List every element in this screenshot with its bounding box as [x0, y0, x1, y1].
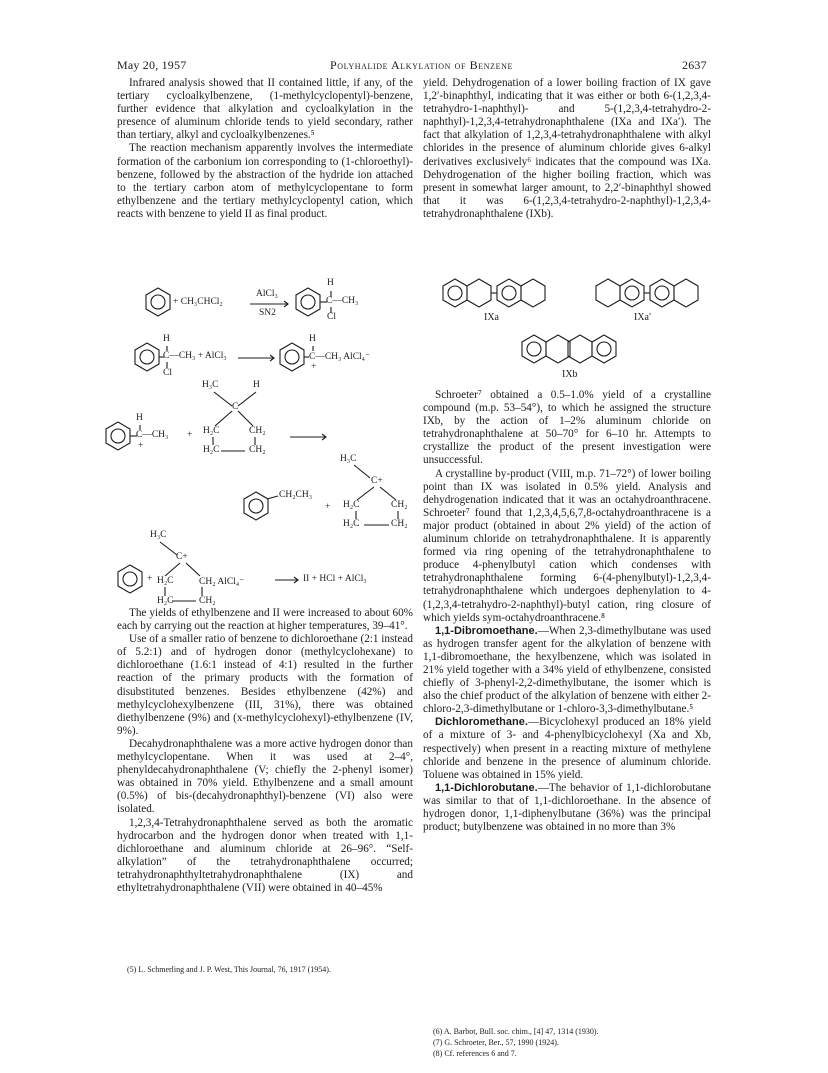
paragraph-text: —The behavior of 1,1-dichlorobutane was similar to that of 1,1-dichloroethane. In the absence of hydrogen donor, 1,1-diphenylbutane (36%) was the principal product; butylbenzene was obtained in no more than 3%: [423, 781, 711, 834]
running-header-title: Polyhalide Alkylation of Benzene: [330, 58, 513, 72]
scheme-text: C—CH₃: [326, 296, 359, 306]
structure-label-ixa-prime: IXa′: [634, 312, 652, 323]
scheme-text: H₃C: [202, 380, 219, 390]
scheme-text: H: [253, 380, 260, 390]
footnote: (7) G. Schroeter, Ber., 57, 1990 (1924).: [433, 1038, 559, 1047]
scheme-text: H: [309, 334, 316, 344]
scheme-text: CH₂: [249, 426, 266, 436]
paragraph: Use of a smaller ratio of benzene to dichloroethane (2:1 instead of 5.2:1) and of hydrogen donor (methylcyclohexane) to dichloroethane (1.6:1 instead of 4:1) resulted in the further reaction of the primary products with the formation of disubstituted benzenes. Besides ethylbenzene (42%) and methylcyclohexylbenzene (III, 31%), there was obtained diethylbenzene (9%) and (x-methylcyclohexyl)-ethylbenzene (IV, 9%).: [117, 633, 413, 737]
paragraph: yield. Dehydrogenation of a lower boiling fraction of IX gave 1,2′-binaphthyl, indicating that it was either or both 6-(1,2,3,4-tetrahydro-1-naphthyl)- and 5-(1,2,3,4-tetrahydro-2-naphthyl)-1,2,3,4-tetrahydronaphthalene (IXa and IXa′). The fact that alkylation of 1,2,3,4-tetrahydronaphthalene with alkyl chlorides in the presence of aluminum chloride gives 6-alkyl derivatives exclusively⁶ indicates that the compound was IXa. Dehydrogenation of the higher boiling fraction, which was present in somewhat larger amount, to 2,2′-binaphthyl showed that it was 6-(1,2,3,4-tetrahydro-2-naphthyl)-1,2,3,4-tetrahydronaphthalene (IXb).: [423, 77, 711, 220]
scheme-text: C—CH₃: [136, 430, 169, 440]
scheme-text: +: [138, 441, 144, 451]
running-header-date: May 20, 1957: [117, 58, 187, 72]
section-paragraph-dibromoethane: [423, 625, 711, 717]
benzene-ring: [296, 288, 320, 316]
scheme-text: +: [311, 362, 317, 372]
scheme-text: H: [163, 334, 170, 344]
scheme-text: H₂C: [157, 596, 174, 606]
benzene-ring: [146, 288, 170, 316]
paragraph-text: —Bicyclohexyl produced an 18% yield of a mixture of 3- and 4-phenylbicyclohexyl (Xa and Xb, respectively) when present in a reacting mixture of methylene chloride and benzene in the presence of aluminum chloride. Toluene was obtained in 15% yield.: [423, 716, 711, 781]
scheme-text: C—CH₃ AlCl₄⁻: [309, 352, 370, 362]
scheme-text: H₂C: [157, 576, 174, 586]
scheme-text: CH₂: [391, 519, 408, 529]
structure-label-ixa: IXa: [484, 312, 499, 323]
scheme-text: H₃C: [150, 530, 167, 540]
scheme-text: + CH₃CHCl₂: [173, 297, 223, 307]
footnotes-right: [433, 1026, 713, 1059]
paragraph: Schroeter⁷ obtained a 0.5–1.0% yield of a crystalline compound (m.p. 53–54°), to which he assigned the structure IXb, by the action of 1–2% aluminum chloride on tetrahydronaphthalene at 50–70° for 6–10 hr. Attempts to crystallize the product of the present investigation were unsuccessful.: [423, 389, 711, 467]
scheme-text: CH₂: [199, 596, 216, 606]
scheme-text: C—CH₃ + AlCl₃: [163, 351, 227, 361]
right-column-top: [423, 77, 711, 221]
page-number: 2637: [682, 58, 707, 72]
footnote: (5) L. Schmerling and J. P. West, This Journal, 76, 1917 (1954).: [127, 965, 331, 974]
footnote: (6) A. Barbot, Bull. soc. chim., [4] 47, 1314 (1930).: [433, 1027, 599, 1036]
section-paragraph-dichlorobutane: [423, 782, 711, 834]
scheme-text: H: [136, 413, 143, 423]
scheme-text: H₂C: [343, 519, 360, 529]
structure-ixa-prime: [596, 279, 698, 307]
scheme-text: H₂C: [203, 445, 220, 455]
scheme-text: Cl: [163, 368, 172, 378]
run-in-heading: 1,1-Dibromoethane.: [435, 624, 538, 637]
scheme-text: +: [147, 574, 153, 584]
paragraph: A crystalline by-product (VIII, m.p. 71–72°) of lower boiling point than IX was isolated in 0.5% yield. Analysis and dehydrogenation indicated that it was an octahydroanthracene. Schroeter⁷ found that 1,2,3,4,5,6,7,8-octahydroanthracene is a major product (obtained in about 2% yield) of the action of aluminum chloride on tetrahydronaphthalene. It is apparently formed via ring opening of the tetrahydronaphthalene to produce 4-phenylbutyl cation which condenses with tetrahydronaphthalene forming 6-(4-phenylbutyl)-1,2,3,4-tetrahydronaphthalene which undergoes dephenylation to 4-(1,2,3,4-tetrahydro-2-naphthyl)-butyl cation, ring closure of which yields sym-octahydroanthracene.⁸: [423, 467, 711, 624]
scheme-text: +: [187, 430, 193, 440]
paragraph: Decahydronaphthalene was a more active hydrogen donor than methylcyclopentane. When it was used at 2–4°, phenyldecahydronaphthalene (V; chiefly the 2-phenyl isomer) was obtained in 70% yield. Ethylbenzene and a small amount (0.5%) of bis-(decahydronaphthyl)-benzene (VI) also were isolated.: [117, 737, 413, 816]
paragraph-text: —When 2,3-dimethylbutane was used as hydrogen transfer agent for the alkylation of benzene with 1,1-dibromoethane, the hexylbenzene, which was isolated in 21% yield together with a 34% yield of ethylbenzene, consisted chiefly of 3-phenyl-2,2-dimethylbutane, the isomer which is also the chief product of the alkylation of benzene with either 2-chloro-2,3-dimethylbutane or 1-chloro-3,3-dimethylbutane.⁵: [423, 624, 711, 716]
benzene-ring: [106, 422, 130, 450]
section-paragraph-dichloromethane: [423, 716, 711, 781]
scheme-text: C+: [371, 476, 383, 486]
benzene-ring: [118, 565, 142, 593]
structure-label-ixb: IXb: [562, 369, 578, 380]
scheme-text: C: [232, 402, 239, 412]
left-column-bottom: [117, 607, 413, 895]
paragraph: The reaction mechanism apparently involves the intermediate formation of the carbonium ion corresponding to (1-chloroethyl)-benzene, followed by the abstraction of the hydride ion attached to the tertiary carbon atom of methylcyclopentane to form ethylbenzene and the tertiary methylcyclopentyl cation, which reacts with benzene to yield II as final product.: [117, 142, 413, 220]
scheme-text: H₂C: [343, 500, 360, 510]
paragraph: Infrared analysis showed that II contained little, if any, of the tertiary cycloalkylbenzene, (1-methylcyclopentyl)-benzene, further evidence that alkylation and cycloalkylation in the presence of aluminum chloride tends to yield secondary, rather than tertiary, alkyl and cycloalkylbenzenes.⁵: [117, 77, 413, 142]
paragraph: The yields of ethylbenzene and II were increased to about 60% each by carrying out the reaction at higher temperatures, 39–41°.: [117, 607, 413, 633]
structure-ixa: [443, 279, 545, 307]
scheme-text: SN2: [259, 308, 276, 318]
scheme-text: CH₂CH₃: [279, 490, 313, 500]
scheme-text: II + HCl + AlCl₃: [303, 574, 367, 584]
benzene-ring: [280, 343, 304, 371]
right-column-body: [423, 389, 711, 834]
scheme-text: Cl: [327, 312, 336, 322]
scheme-text: H₂C: [203, 426, 220, 436]
scheme-text: AlCl₃: [256, 289, 278, 299]
scheme-text: +: [325, 502, 331, 512]
scheme-text: CH₂: [391, 500, 408, 510]
scheme-text: C+: [176, 552, 188, 562]
run-in-heading: 1,1-Dichlorobutane.: [435, 781, 538, 794]
run-in-heading: Dichloromethane.: [435, 716, 528, 729]
benzene-ring: [135, 343, 159, 371]
scheme-text: H: [327, 278, 334, 288]
footnote: (8) Cf. references 6 and 7.: [433, 1049, 517, 1058]
paragraph: 1,2,3,4-Tetrahydronaphthalene served as both the aromatic hydrocarbon and the hydrogen donor when treated with 1,1-dichloroethane and aluminum chloride at 26–96°. “Self-alkylation” of the tetrahydronaphthalene occurred; tetrahydronaphthyltetrahydronaphthalene (IX) and ethyltetrahydronaphthalene (VII) were obtained in 40–45%: [117, 816, 413, 894]
scheme-text: H₃C: [340, 454, 357, 464]
structure-ixb: [522, 335, 616, 363]
scheme-text: CH₂ AlCl₄⁻: [199, 577, 245, 587]
benzene-ring: [244, 492, 268, 520]
scheme-text: CH₂: [249, 445, 266, 455]
